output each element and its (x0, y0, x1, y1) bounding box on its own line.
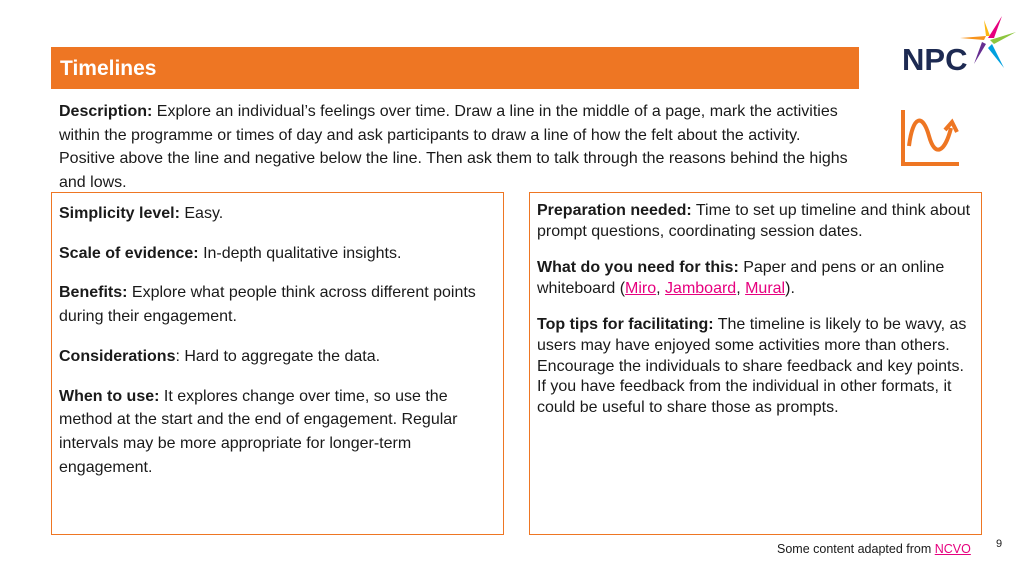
need-text: Paper and pens or an online whiteboard ( (537, 259, 945, 297)
description (59, 100, 849, 195)
tips-text: The timeline is likely to be wavy, as users may have enjoyed some activities more than others. Encourage the individuals to share feedback and key points. If you have feedback from the individual in other formats, it could be useful to share those as prompts. (537, 316, 967, 416)
footer-credit (777, 542, 971, 556)
considerations (59, 345, 496, 369)
mural-link[interactable]: Mural (745, 279, 786, 297)
need-separator: , (656, 279, 666, 297)
preparation-label: Preparation needed: (537, 202, 692, 219)
star-icon (960, 14, 1016, 70)
when-text: It explores change over time, so use the method at the start and the end of engagement. Regular intervals may be more appropriate for longer-term engagement. (59, 387, 458, 476)
scale-label: Scale of evidence: (59, 244, 199, 262)
considerations-label: Considerations (59, 347, 176, 365)
left-info-panel (51, 192, 504, 535)
need-label: What do you need for this: (537, 259, 739, 277)
what-you-need (537, 258, 974, 299)
jamboard-link[interactable]: Jamboard (665, 279, 737, 297)
right-info-panel (529, 192, 982, 535)
simplicity-text: Easy. (179, 205, 224, 222)
miro-link[interactable]: Miro (625, 279, 657, 297)
benefits-label: Benefits: (59, 284, 128, 302)
preparation-text: Time to set up timeline and think about prompt questions, coordinating session dates. (537, 202, 971, 240)
benefits (59, 281, 496, 328)
npc-logo (898, 14, 1016, 80)
tips-label: Top tips for facilitating: (537, 316, 714, 334)
need-text-end: ). (785, 279, 795, 297)
when-label: When to use: (59, 387, 160, 405)
need-separator: , (736, 279, 746, 297)
page-title: Timelines (60, 57, 157, 80)
page-number: 9 (996, 538, 1003, 550)
ncvo-link[interactable]: NCVO (934, 542, 971, 556)
scale-text: In-depth qualitative insights. (198, 244, 402, 262)
description-label: Description: (59, 103, 153, 120)
when-to-use (59, 385, 496, 480)
footer-text: Some content adapted from (777, 542, 935, 556)
timeline-chart-icon (899, 106, 961, 168)
simplicity-label: Simplicity level: (59, 205, 180, 222)
scale-of-evidence (59, 242, 496, 266)
preparation-needed (537, 201, 974, 242)
top-tips (537, 315, 974, 418)
description-text: Explore an individual’s feelings over time. Draw a line in the middle of a page, mark the activities within the programme or times of day and ask participants to draw a line of how the felt about the activity. Positive above the line and negative below the line. Then ask them to talk through the reasons behind the highs and lows. (59, 103, 848, 192)
logo-text: NPC (902, 42, 968, 77)
simplicity-level (59, 202, 496, 226)
benefits-text: Explore what people think across different points during their engagement. (59, 284, 476, 326)
considerations-text: : Hard to aggregate the data. (175, 347, 381, 365)
title-bar (51, 47, 859, 89)
